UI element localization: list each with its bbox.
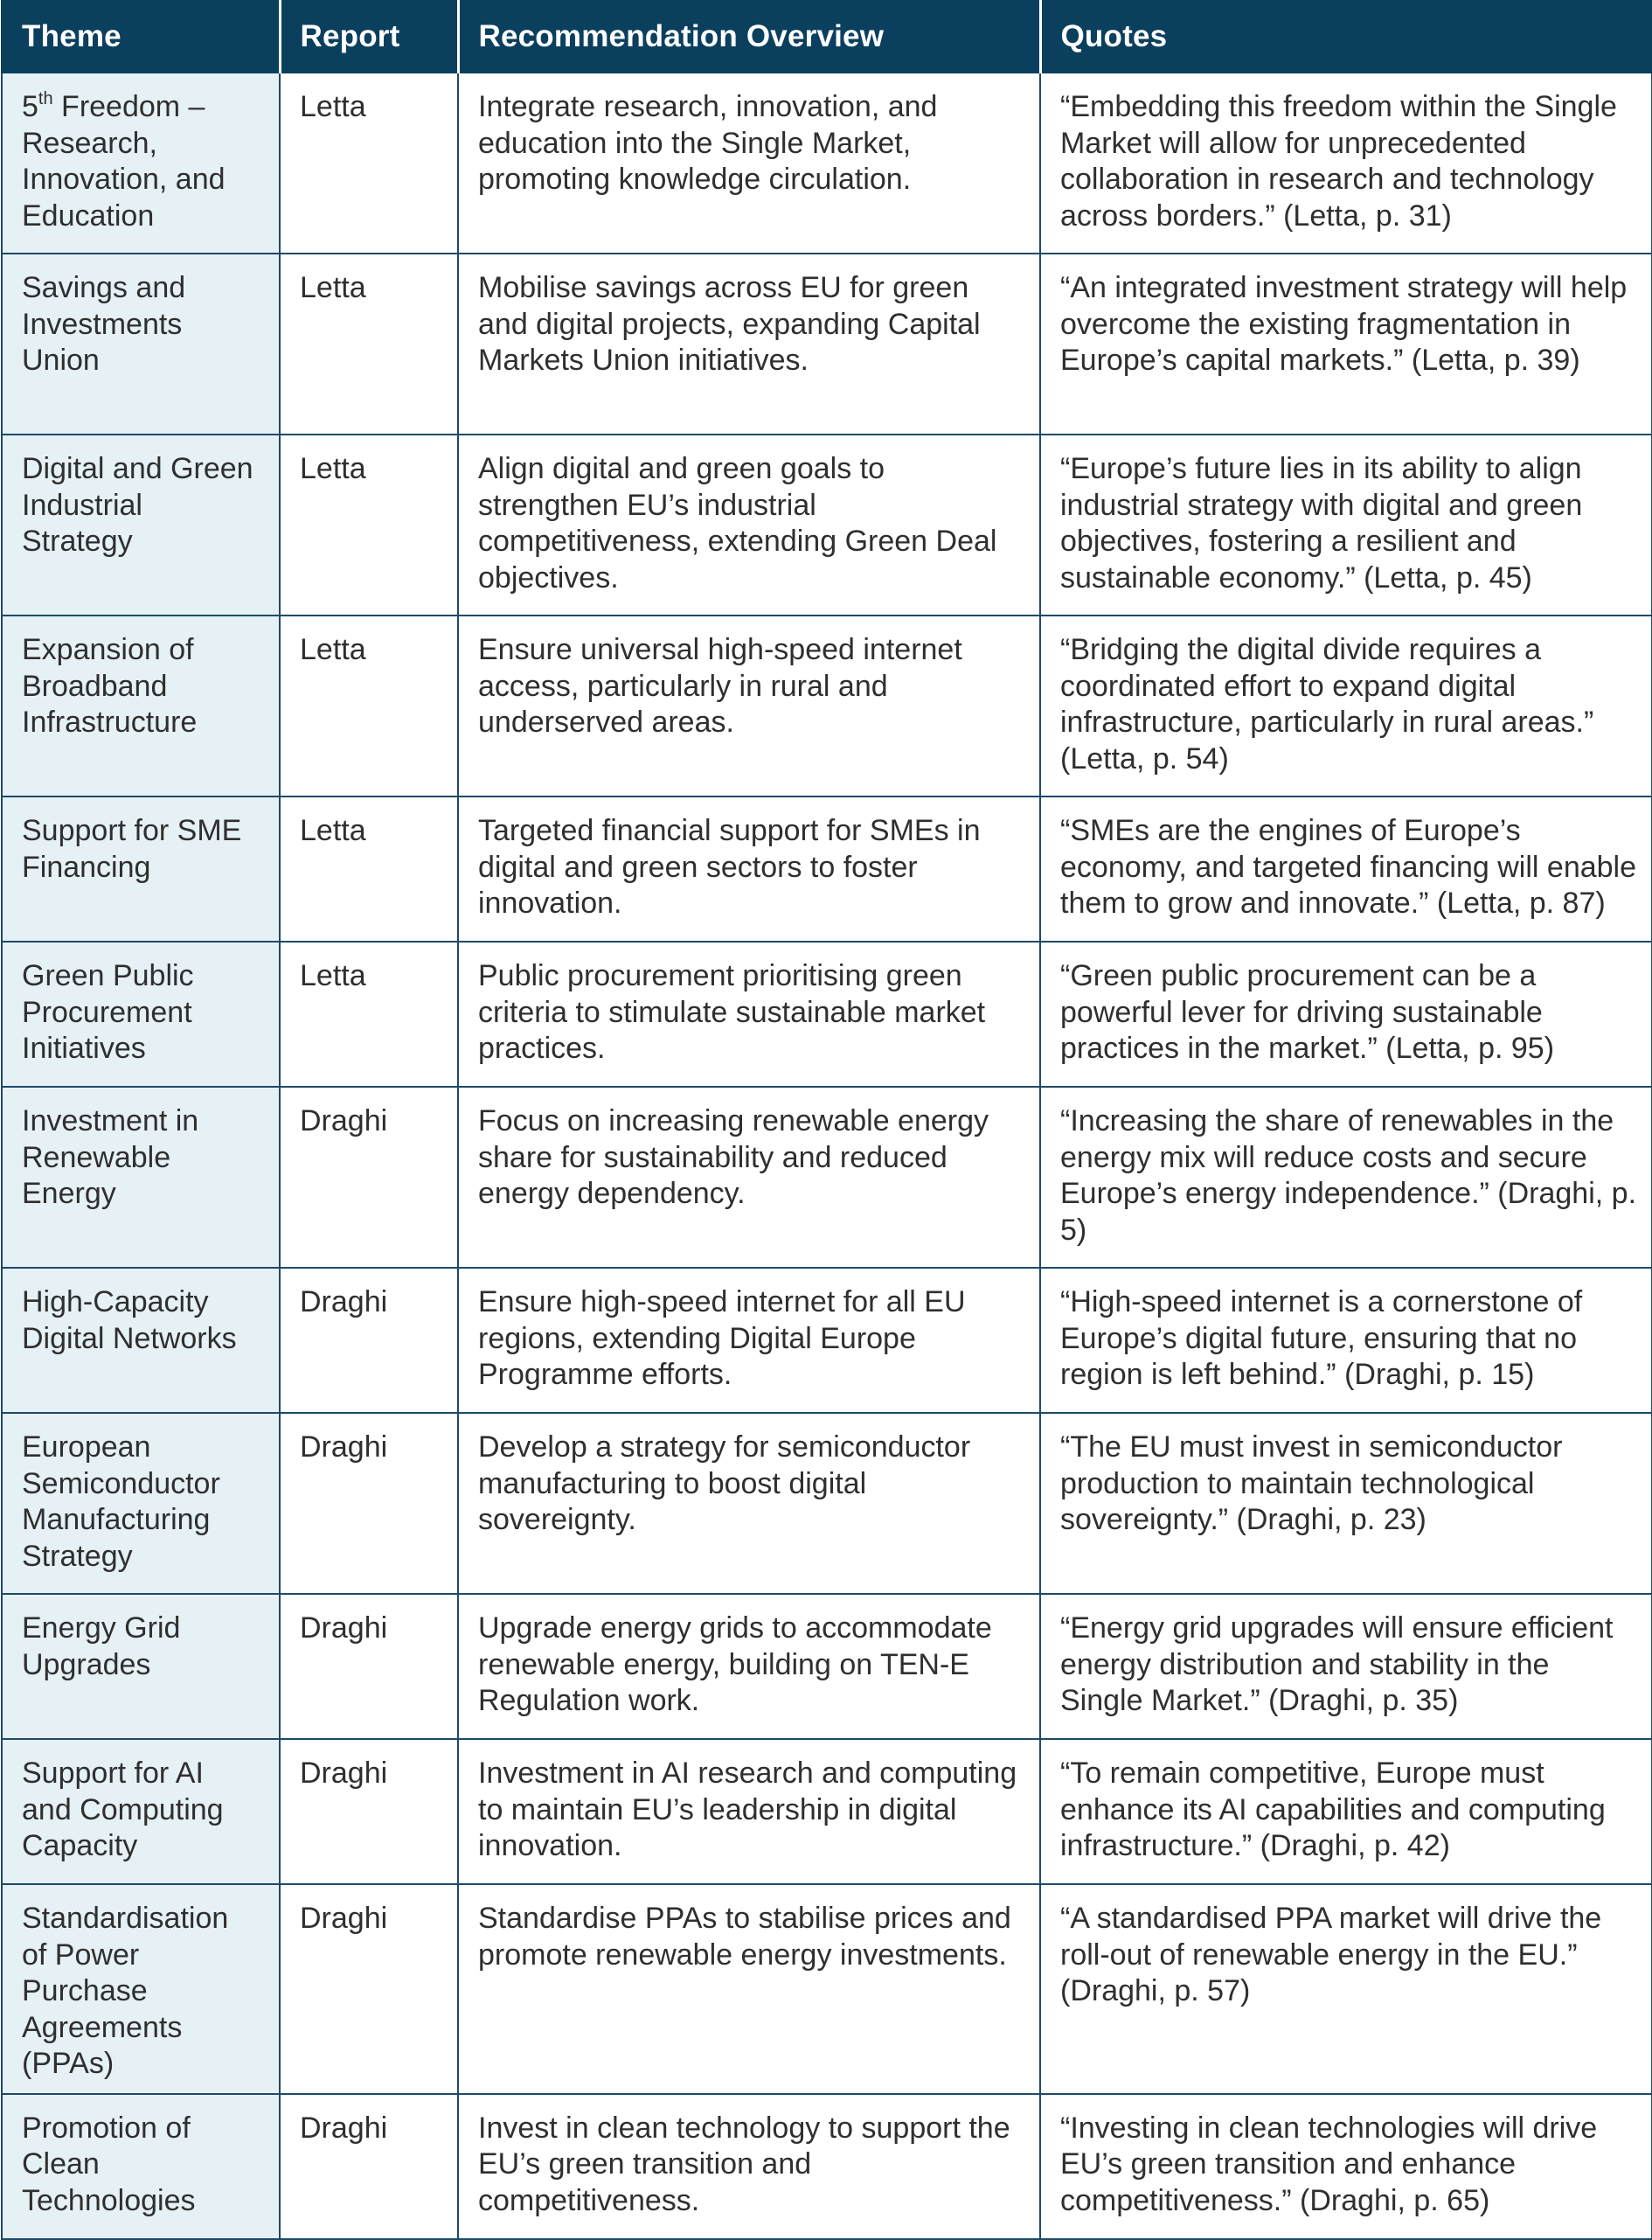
column-header-recommendation: Recommendation Overview — [458, 1, 1040, 73]
theme-cell: Savings and Investments Union — [2, 254, 280, 435]
report-cell: Letta — [280, 616, 458, 797]
quote-cell: “Investing in clean technologies will drive EU’s green transition and enhance competitiveness.” (Draghi, p. 65) — [1040, 2094, 1652, 2239]
table-row — [2, 435, 1652, 616]
theme-text: Freedom – Research, Innovation, and Education — [22, 90, 226, 233]
report-cell: Letta — [280, 797, 458, 942]
quote-cell: “Energy grid upgrades will ensure efficient energy distribution and stability in the Single Market.” (Draghi, p. 35) — [1040, 1594, 1652, 1739]
quote-cell: “Europe’s future lies in its ability to align industrial strategy with digital and green objectives, fostering a resilient and sustainable economy.” (Letta, p. 45) — [1040, 435, 1652, 616]
recommendation-cell: Develop a strategy for semiconductor manufacturing to boost digital sovereignty. — [458, 1413, 1040, 1594]
table-row — [2, 1739, 1652, 1884]
header-row — [2, 1, 1652, 73]
report-cell: Draghi — [280, 1268, 458, 1413]
theme-cell: European Semiconductor Manufacturing Strategy — [2, 1413, 280, 1594]
report-cell: Draghi — [280, 1413, 458, 1594]
column-header-quotes: Quotes — [1040, 1, 1652, 73]
report-cell: Draghi — [280, 2094, 458, 2239]
table-row — [2, 1594, 1652, 1739]
report-cell: Draghi — [280, 1884, 458, 2094]
quote-cell: “A standardised PPA market will drive the roll-out of renewable energy in the EU.” (Draghi, p. 57) — [1040, 1884, 1652, 2094]
theme-cell: Energy Grid Upgrades — [2, 1594, 280, 1739]
report-cell: Letta — [280, 73, 458, 254]
table-header — [2, 1, 1652, 73]
table-row — [2, 73, 1652, 254]
recommendation-cell: Invest in clean technology to support the EU’s green transition and competitiveness. — [458, 2094, 1040, 2239]
quote-cell: “SMEs are the engines of Europe’s economy, and targeted financing will enable them to grow and innovate.” (Letta, p. 87) — [1040, 797, 1652, 942]
table-row — [2, 1413, 1652, 1594]
table-row — [2, 254, 1652, 435]
table-body — [2, 73, 1652, 2239]
recommendation-cell: Upgrade energy grids to accommodate renewable energy, building on TEN-E Regulation work. — [458, 1594, 1040, 1739]
theme-cell: Support for AI and Computing Capacity — [2, 1739, 280, 1884]
recommendation-cell: Standardise PPAs to stabilise prices and promote renewable energy investments. — [458, 1884, 1040, 2094]
quote-cell: “Green public procurement can be a powerful lever for driving sustainable practices in the market.” (Letta, p. 95) — [1040, 942, 1652, 1087]
table-row — [2, 1268, 1652, 1413]
theme-cell: Promotion of Clean Technologies — [2, 2094, 280, 2239]
recommendation-cell: Ensure universal high-speed internet access, particularly in rural and underserved areas. — [458, 616, 1040, 797]
recommendation-cell: Integrate research, innovation, and education into the Single Market, promoting knowledge circulation. — [458, 73, 1040, 254]
column-header-theme: Theme — [2, 1, 280, 73]
report-cell: Letta — [280, 254, 458, 435]
quote-cell: “High-speed internet is a cornerstone of Europe’s digital future, ensuring that no region is left behind.” (Draghi, p. 15) — [1040, 1268, 1652, 1413]
theme-cell: Support for SME Financing — [2, 797, 280, 942]
recommendation-cell: Investment in AI research and computing to maintain EU’s leadership in digital innovation. — [458, 1739, 1040, 1884]
report-cell: Draghi — [280, 1087, 458, 1268]
report-cell: Letta — [280, 942, 458, 1087]
theme-cell: High-Capacity Digital Networks — [2, 1268, 280, 1413]
theme-cell: Expansion of Broadband Infrastructure — [2, 616, 280, 797]
quote-cell: “To remain competitive, Europe must enhance its AI capabilities and computing infrastructure.” (Draghi, p. 42) — [1040, 1739, 1652, 1884]
theme-cell: Green Public Procurement Initiatives — [2, 942, 280, 1087]
recommendation-cell: Align digital and green goals to strengthen EU’s industrial competitiveness, extending Green Deal objectives. — [458, 435, 1040, 616]
theme-cell: Digital and Green Industrial Strategy — [2, 435, 280, 616]
table-row — [2, 1884, 1652, 2094]
quote-cell: “Embedding this freedom within the Single Market will allow for unprecedented collaboration in research and technology across borders.” (Letta, p. 31) — [1040, 73, 1652, 254]
report-cell: Draghi — [280, 1739, 458, 1884]
recommendation-cell: Ensure high-speed internet for all EU regions, extending Digital Europe Programme efforts. — [458, 1268, 1040, 1413]
recommendation-cell: Public procurement prioritising green criteria to stimulate sustainable market practices. — [458, 942, 1040, 1087]
quote-cell: “The EU must invest in semiconductor production to maintain technological sovereignty.” (Draghi, p. 23) — [1040, 1413, 1652, 1594]
quote-cell: “Bridging the digital divide requires a coordinated effort to expand digital infrastructure, particularly in rural areas.” (Letta, p. 54) — [1040, 616, 1652, 797]
recommendation-cell: Focus on increasing renewable energy share for sustainability and reduced energy dependency. — [458, 1087, 1040, 1268]
quote-cell: “Increasing the share of renewables in the energy mix will reduce costs and secure Europe’s energy independence.” (Draghi, p. 5) — [1040, 1087, 1652, 1268]
table-row — [2, 797, 1652, 942]
recommendations-table — [1, 0, 1652, 2240]
report-cell: Draghi — [280, 1594, 458, 1739]
report-cell: Letta — [280, 435, 458, 616]
table-row — [2, 616, 1652, 797]
table-row — [2, 942, 1652, 1087]
theme-cell — [2, 73, 280, 254]
theme-cell: Investment in Renewable Energy — [2, 1087, 280, 1268]
recommendation-cell: Targeted financial support for SMEs in digital and green sectors to foster innovation. — [458, 797, 1040, 942]
recommendation-cell: Mobilise savings across EU for green and digital projects, expanding Capital Markets Union initiatives. — [458, 254, 1040, 435]
table-row — [2, 2094, 1652, 2239]
column-header-report: Report — [280, 1, 458, 73]
theme-cell: Standardisation of Power Purchase Agreements (PPAs) — [2, 1884, 280, 2094]
quote-cell: “An integrated investment strategy will help overcome the existing fragmentation in Europe’s capital markets.” (Letta, p. 39) — [1040, 254, 1652, 435]
theme-ordinal-suffix: th — [38, 89, 53, 108]
table-row — [2, 1087, 1652, 1268]
theme-ordinal: 5 — [22, 90, 38, 123]
